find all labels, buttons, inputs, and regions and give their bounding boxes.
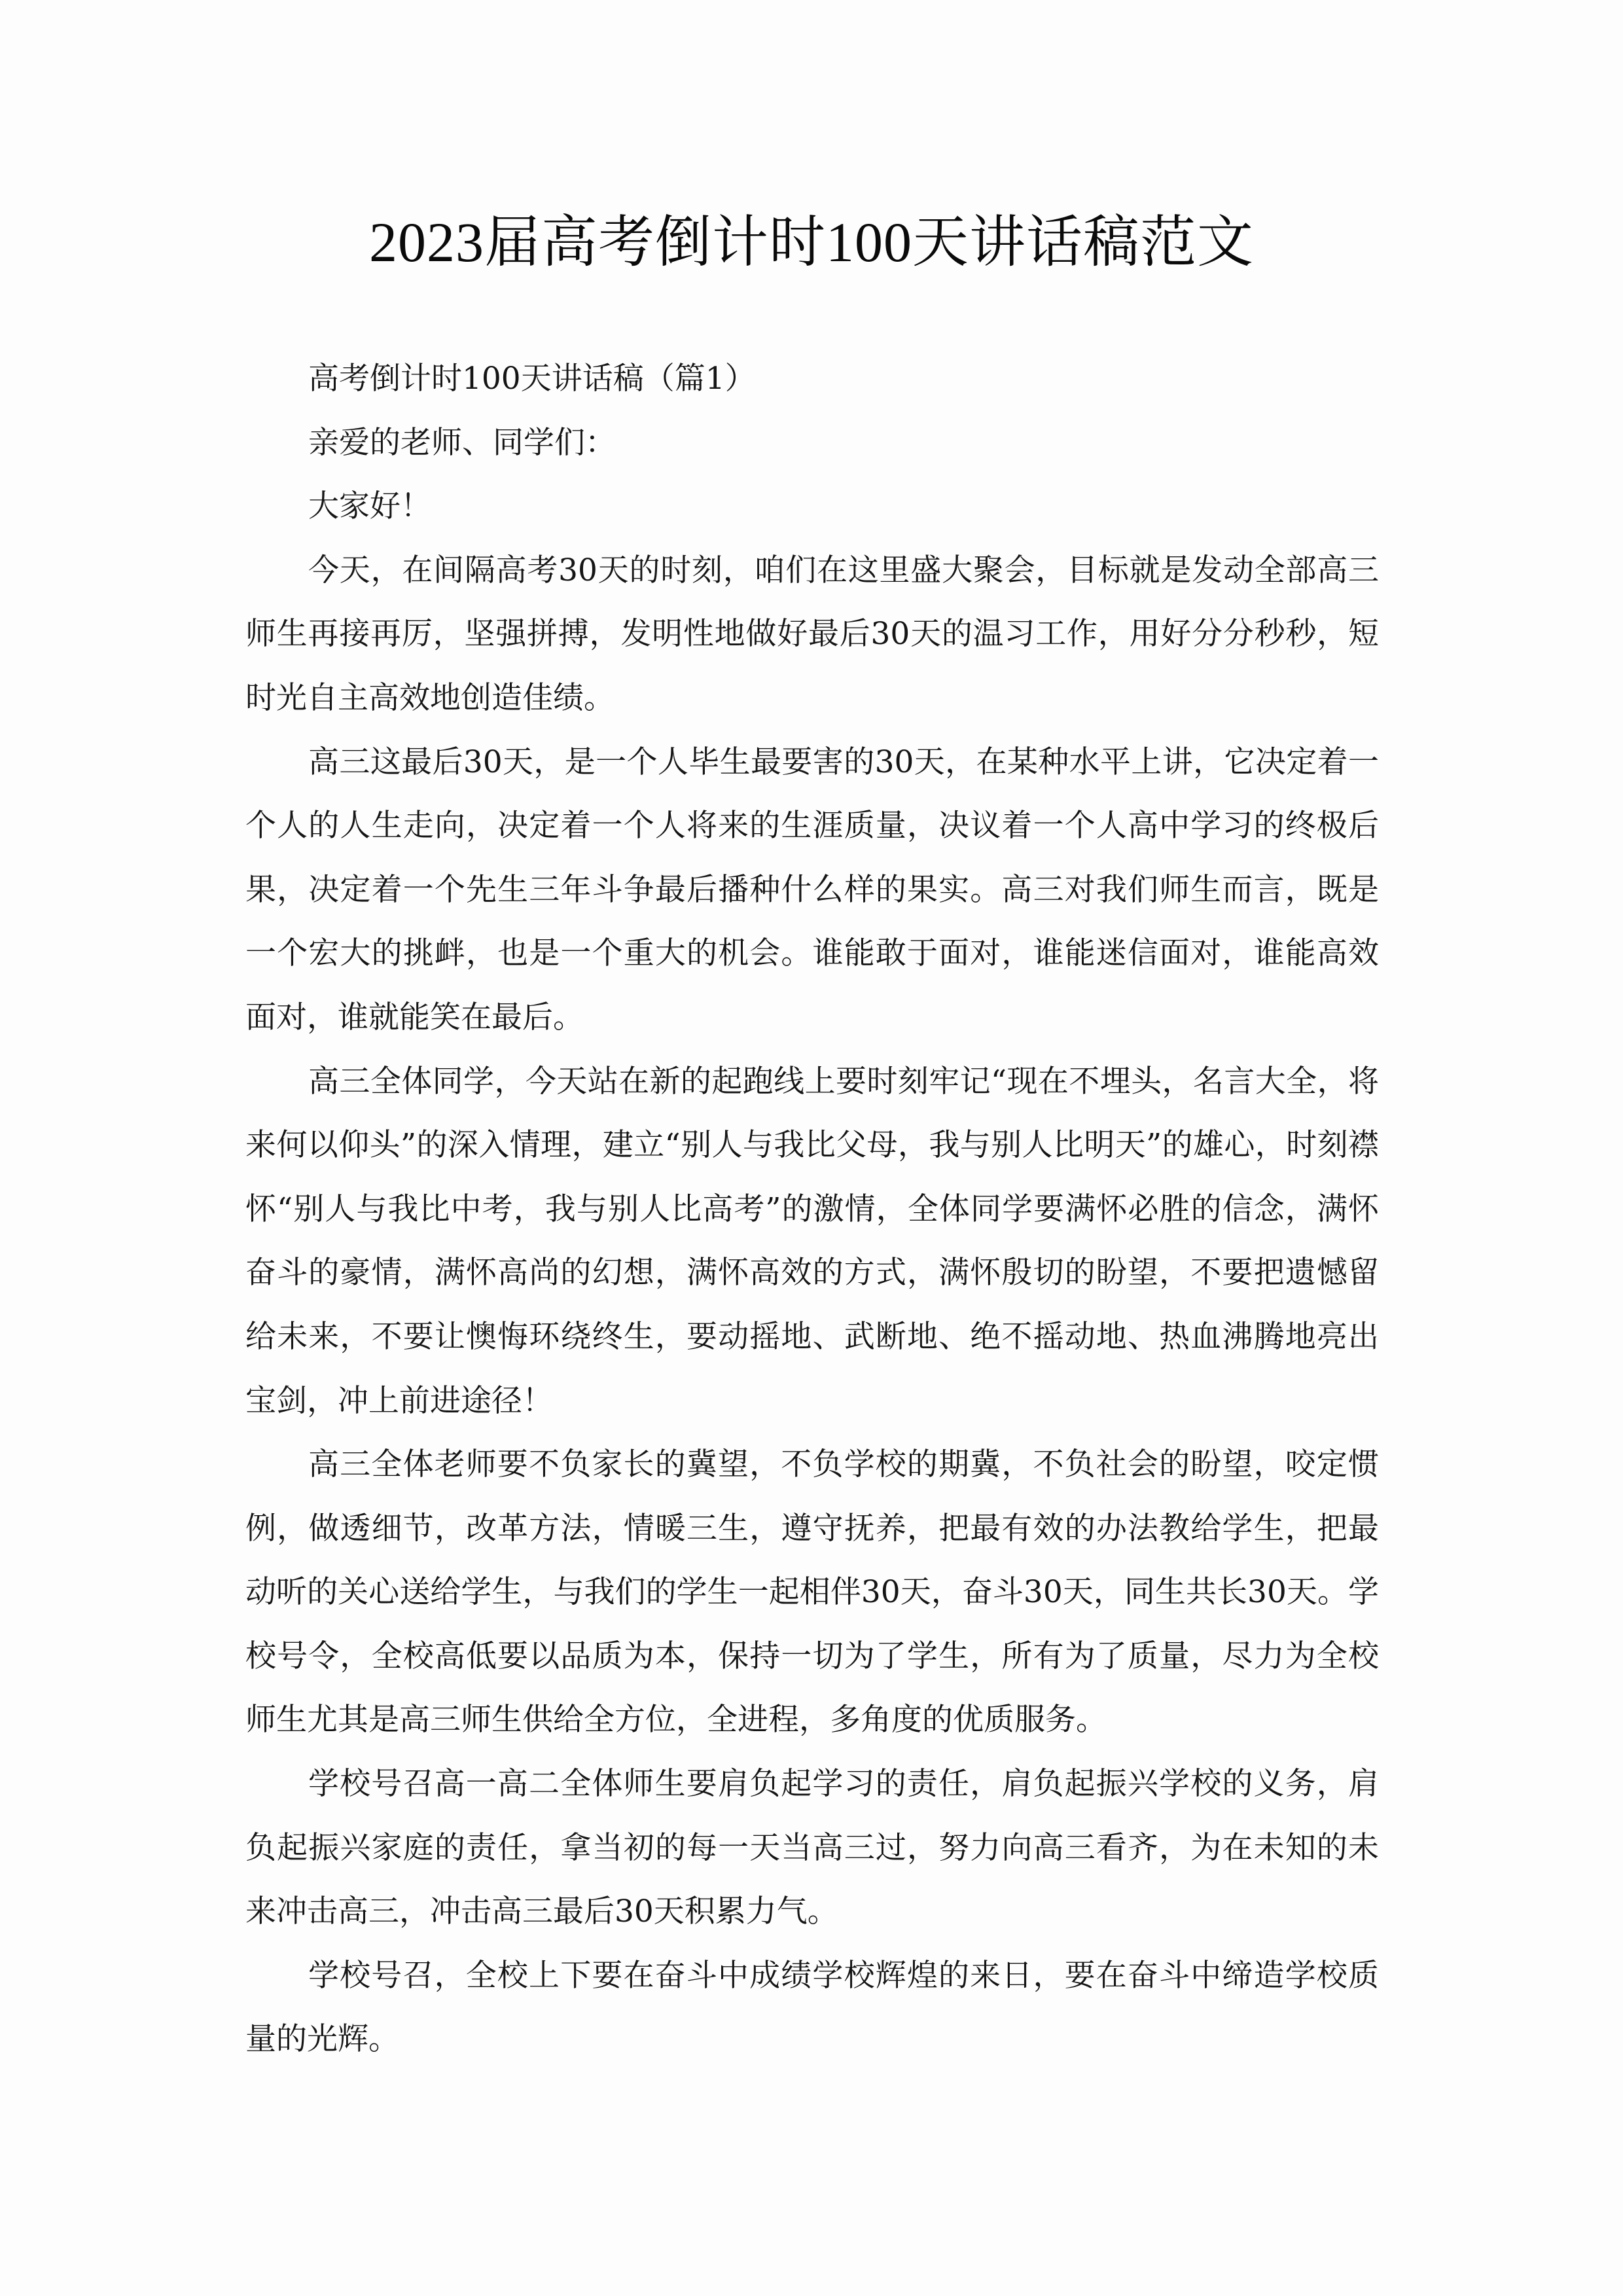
document-body (245, 347, 1379, 2072)
section-heading: 高考倒计时100天讲话稿（篇1） (308, 361, 756, 397)
paragraph: 学校号召，全校上下要在奋斗中成绩学校辉煌的来日，要在奋斗中缔造学校质量的光辉。 (245, 1957, 1379, 2058)
paragraph: 学校号召高一高二全体师生要肩负起学习的责任，肩负起振兴学校的义务，肩负起振兴家庭的责任，拿当初的每一天当高三过，努力向高三看齐，为在未知的未来冲击高三，冲击高三最后30天积累力气。 (245, 1766, 1379, 1930)
greeting: 大家好！ (308, 488, 431, 525)
document-title: 2023届高考倒计时100天讲话稿范文 (369, 211, 1254, 274)
paragraph: 今天，在间隔高考30天的时刻，咱们在这里盛大聚会，目标就是发动全部高三师生再接再厉，坚强拼搏，发明性地做好最后30天的温习工作，用好分分秒秒，短时光自主高效地创造佳绩。 (245, 552, 1379, 716)
salutation: 亲爱的老师、同学们： (308, 424, 616, 461)
paragraph: 高三全体同学，今天站在新的起跑线上要时刻牢记“现在不埋头，名言大全，将来何以仰头”的深入情理，建立“别人与我比父母，我与别人比明天”的雄心，时刻襟怀“别人与我比中考，我与别人比高考”的激情，全体同学要满怀必胜的信念，满怀奋斗的豪情，满怀高尚的幻想，满怀高效的方式，满怀殷切的盼望，不要把遗憾留给未来，不要让懊悔环绕终生，要动摇地、武断地、绝不摇动地、热血沸腾地亮出宝剑，冲上前进途径！ (245, 1063, 1379, 1419)
paragraph: 高三全体老师要不负家长的冀望，不负学校的期冀，不负社会的盼望，咬定惯例，做透细节，改革方法，情暖三生，遵守抚养，把最有效的办法教给学生，把最动听的关心送给学生，与我们的学生一起相伴30天，奋斗30天，同生共长30天。学校号令，全校高低要以品质为本，保持一切为了学生，所有为了质量，尽力为全校师生尤其是高三师生供给全方位，全进程，多角度的优质服务。 (245, 1446, 1379, 1738)
paragraph: 高三这最后30天，是一个人毕生最要害的30天，在某种水平上讲，它决定着一个人的人生走向，决定着一个人将来的生涯质量，决议着一个人高中学习的终极后果，决定着一个先生三年斗争最后播种什么样的果实。高三对我们师生而言，既是一个宏大的挑衅，也是一个重大的机会。谁能敢于面对，谁能迷信面对，谁能高效面对，谁就能笑在最后。 (245, 744, 1379, 1035)
